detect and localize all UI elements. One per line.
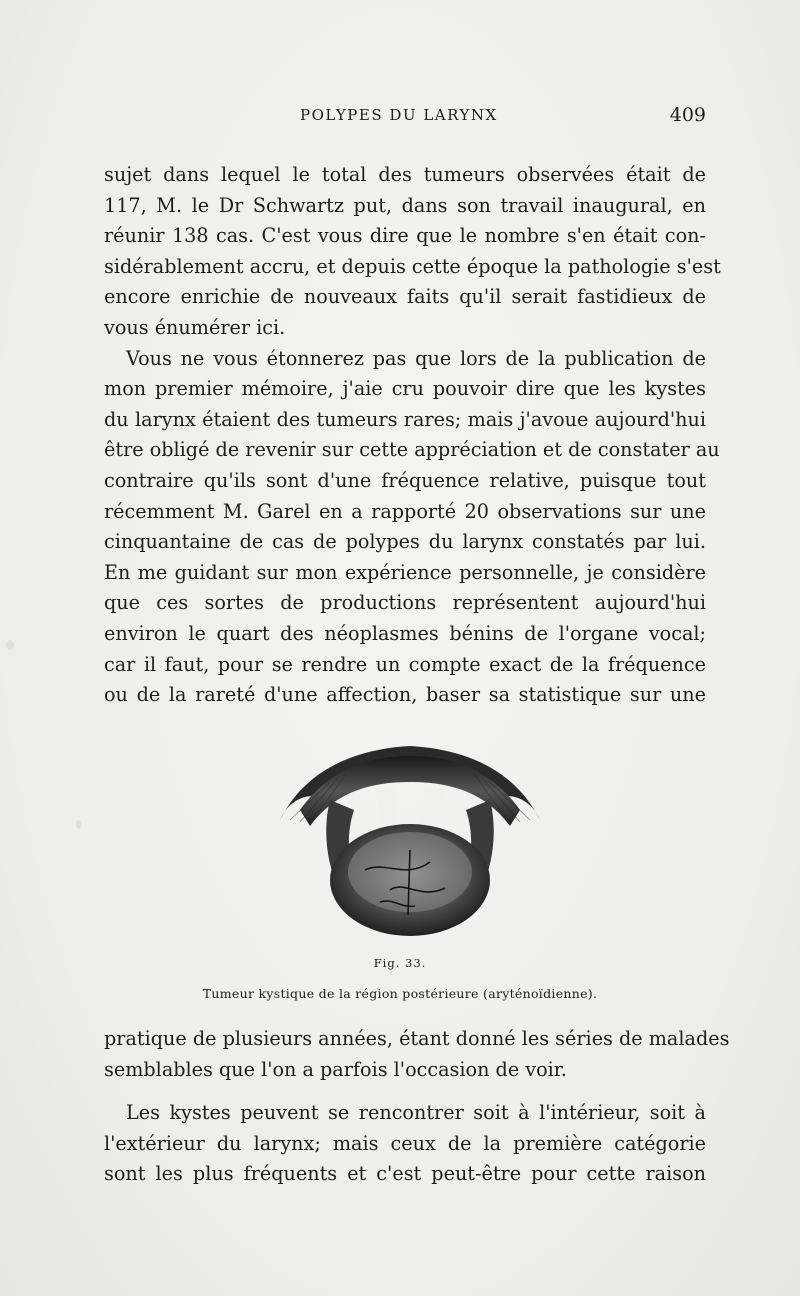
body-text-bottom	[104, 1098, 706, 1190]
text-line: mon premier mémoire, j'aie cru pouvoir dire que les kystes	[104, 377, 706, 401]
page-number: 409	[669, 104, 706, 126]
text-line: Vous ne vous étonnerez pas que lors de la publication de	[126, 346, 706, 370]
text-line: sujet dans lequel le total des tumeurs observées était de	[104, 163, 706, 186]
figure-caption: Tumeur kystique de la région postérieure (aryténoïdienne).	[202, 986, 598, 1001]
text-line: sidérablement accru, et depuis cette époque la pathologie s'est	[104, 254, 721, 278]
text-line: être obligé de revenir sur cette appréciation et de constater au	[104, 438, 720, 462]
text-line: encore enrichie de nouveaux faits qu'il serait fastidieux de	[104, 285, 706, 309]
text-line: Les kystes peuvent se rencontrer soit à l'intérieur, soit à	[126, 1101, 706, 1124]
text-line: 117, M. le Dr Schwartz put, dans son travail inaugural, en	[104, 193, 706, 217]
text-line: En me guidant sur mon expérience personnelle, je considère	[104, 560, 706, 584]
text-line: contraire qu'ils sont d'une fréquence relative, puisque tout	[104, 468, 706, 492]
text-line: réunir 138 cas. C'est vous dire que le nombre s'en était con-	[104, 224, 706, 248]
body-text-top	[104, 160, 721, 711]
text-line: vous énumérer ici.	[104, 315, 286, 339]
text-line: pratique de plusieurs années, étant donné les séries de malades	[104, 1027, 730, 1050]
text-line: semblables que l'on a parfois l'occasion de voir.	[104, 1057, 567, 1081]
text-line: cinquantaine de cas de polypes du larynx constatés par lui.	[104, 530, 706, 554]
text-line: sont les plus fréquents et c'est peut-être pour cette raison	[104, 1162, 706, 1186]
text-line: du larynx étaient des tumeurs rares; mais j'avoue aujourd'hui	[104, 407, 706, 431]
page-header	[104, 106, 706, 136]
paragraph	[104, 344, 720, 711]
running-title: POLYPES DU LARYNX	[300, 106, 498, 124]
paragraph	[104, 160, 721, 344]
text-line: l'extérieur du larynx; mais ceux de la première catégorie	[104, 1131, 706, 1155]
text-line: que ces sortes de productions représentent aujourd'hui	[104, 591, 706, 615]
paragraph	[104, 1024, 730, 1085]
body-text-continued	[104, 1024, 730, 1085]
text-line: environ le quart des néoplasmes bénins de l'organe vocal;	[104, 621, 706, 645]
text-line: récemment M. Garel en a rapporté 20 observations sur une	[104, 499, 706, 523]
figure-label: Fig. 33.	[373, 956, 427, 970]
text-line: ou de la rareté d'une affection, baser sa statistique sur une	[104, 683, 706, 707]
larynx-illustration	[270, 730, 550, 940]
paragraph	[104, 1098, 706, 1190]
paper-speck	[76, 820, 81, 829]
paper-speck	[6, 640, 14, 650]
text-line: car il faut, pour se rendre un compte exact de la fréquence	[104, 652, 706, 676]
